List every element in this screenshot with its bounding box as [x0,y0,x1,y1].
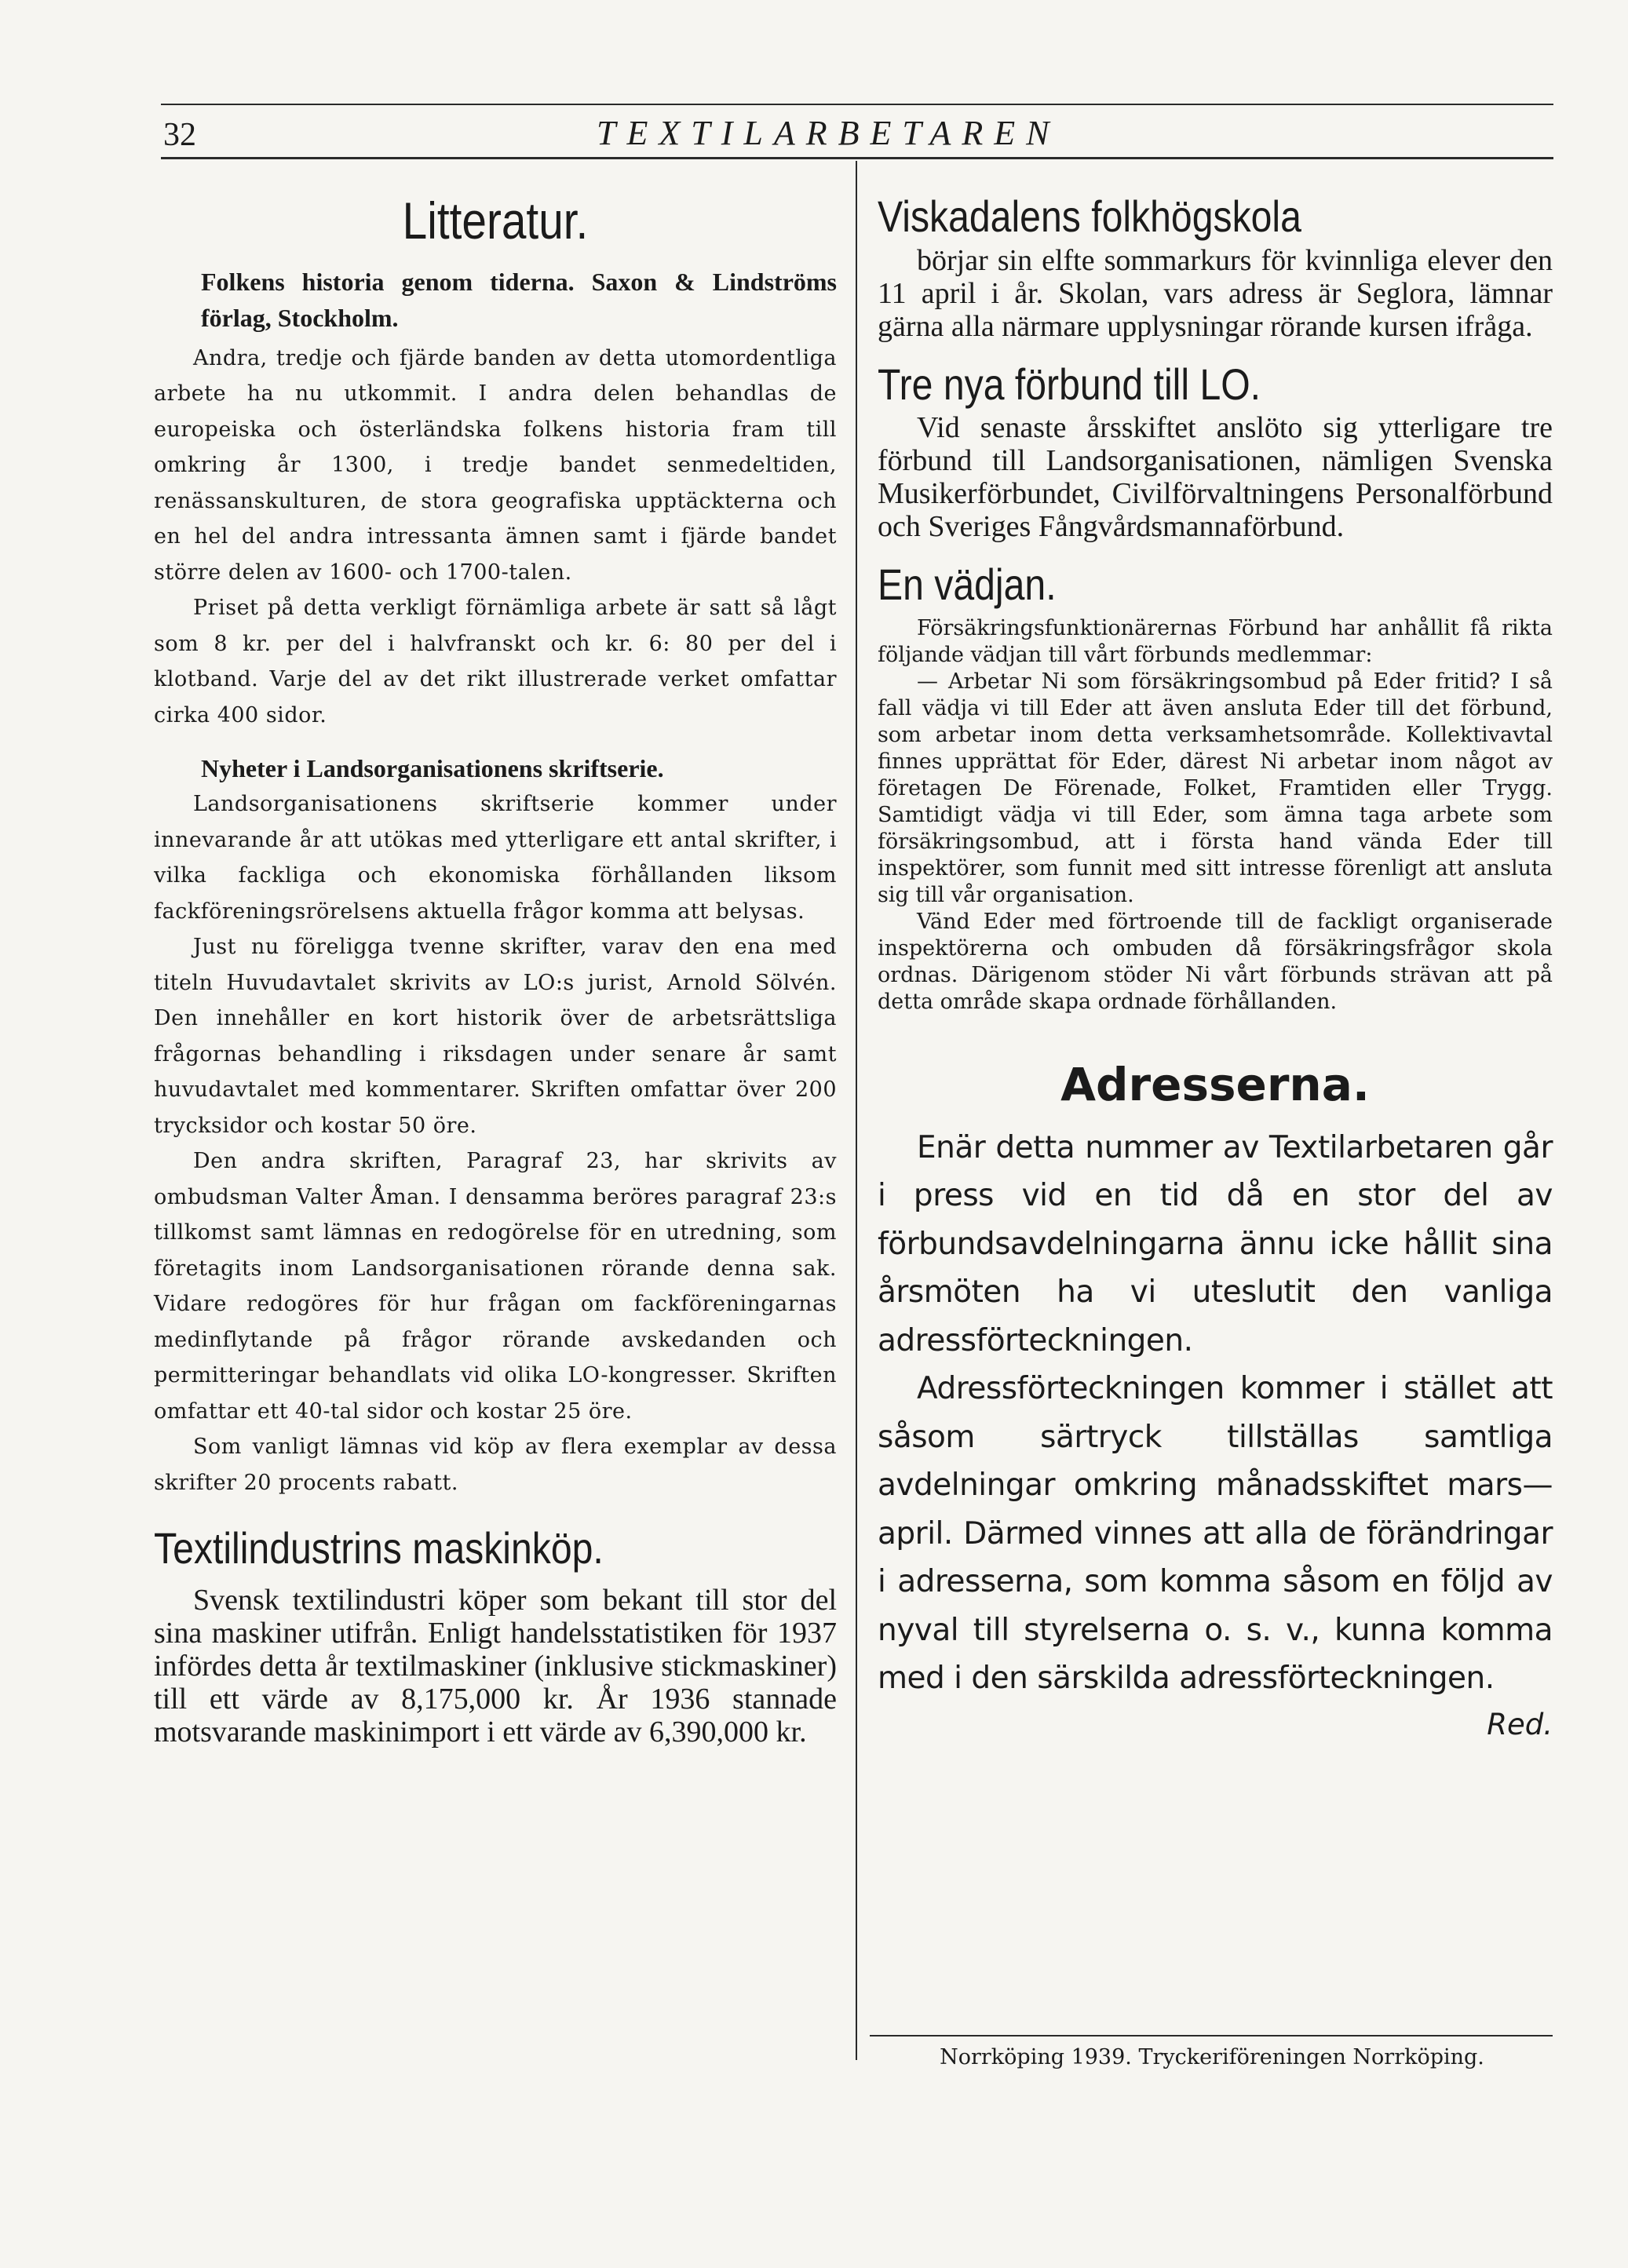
paragraph: Adressförteckningen kommer i stället att såsom särtryck tillställas samtliga avdelningar omkring månadsskiftet mars—april. Därmed vinnes att alla de förändringar i adresserna, som komma såsom en följd av nyval till styrelserna o. s. v., kunna komma med i den särskilda adressförteckningen. [878,1371,1553,1697]
paragraph: Andra, tredje och fjärde banden av detta utomordentliga arbete ha nu utkommit. I andra delen behandlas de europeiska och österländska folkens historia fram till omkring år 1300, i tredje bandet senmedeltiden, renässanskulturen, de stora geografiska upptäckterna och en hel del andra intressanta ämnen samt i fjärde bandet större delen av 1600- och 1700-talen. [154,345,837,585]
journal-title: TEXTILARBETAREN [597,114,1060,152]
viskadalen-title: Viskadalens folkhögskola [878,191,1301,241]
paragraph: Priset på detta verkligt förnämliga arbete är satt så lågt som 8 kr. per del i halvfranskt och kr. 6: 80 per del i klotband. Varje del av det rikt illustrerade verket omfattar cirka 400 sidor. [154,596,837,727]
litteratur-subheading-nyheter: Nyheter i Landsorganisationens skriftserie. [201,754,664,783]
paragraph: Som vanligt lämnas vid köp av flera exemplar av dessa skrifter 20 procents rabatt. [154,1435,837,1495]
viskadalen-body [878,244,1553,343]
paragraph: Den andra skriften, Paragraf 23, har skrivits av ombudsman Valter Åman. I densamma beröres paragraf 23:s tillkomst samt lämnas en redogörelse för en utredning, som företagits inom Landsorganisationen rörande denna sak. Vidare redogöres för hur frågan om fackföreningarnas medinflytande på frågor rörande avskedanden och permitteringar behandlats vid olika LO-kongresser. Skriften omfattar ett 40-tal sidor och kostar 25 öre. [154,1149,837,1424]
left-column [154,192,837,1748]
paragraph: Just nu föreligga tvenne skrifter, varav den ena med titeln Huvudavtalet skrivits av LO:s jurist, Arnold Sölvén. Den innehåller en kort historik över de arbetsrättsliga frågornas behandling i riksdagen under senare år samt huvudavtalet med kommentarer. Skriften omfattar över 200 trycksidor och kostar 50 öre. [154,935,837,1138]
vadjan-body [878,615,1553,1015]
adresserna-body [878,1124,1553,1703]
textil-title: Textilindustrins maskinköp. [154,1523,604,1573]
vadjan-title: En vädjan. [878,560,1057,610]
footer-rule [870,2035,1553,2036]
paragraph: Svensk textilindustri köper som bekant till stor del sina maskiner utifrån. Enligt handelsstatistiken för 1937 infördes detta år textilmaskiner (inklusive stickmaskiner) till ett värde av 8,175,000 kr. År 1936 stannade motsvarande maskinimport i ett värde av 6,390,000 kr. [154,1583,837,1748]
paragraph: börjar sin elfte sommarkurs för kvinnliga elever den 11 april i år. Skolan, vars adress är Seglora, lämnar gärna alla närmare upplysningar rörande kursen ifråga. [878,243,1553,343]
right-column [878,192,1553,1741]
signature: Red. [1487,1707,1553,1741]
paragraph: Försäkringsfunktionärernas Förbund har anhållit få rikta följande vädjan till vårt förbunds medlemmar: [878,615,1553,667]
paragraph: Enär detta nummer av Textilarbetaren går i press vid en tid då en stor del av förbundsavdelningarna ännu icke hållit sina årsmöten ha vi uteslutit den vanliga adressförteckningen. [878,1129,1553,1358]
adresserna-title: Adresserna. [1060,1057,1370,1111]
header-top-rule [161,104,1553,105]
litteratur-title: Litteratur. [402,191,589,250]
paragraph: — Arbetar Ni som försäkringsombud på Eder fritid? I så fall vädja vi till Eder att även ansluta Eder till det förbund, som arbetar inom detta verksamhetsområde. Kollektivavtal finnes upprättat för Eder, därest Ni arbetar inom något av företagen De Förenade, Folket, Framtiden eller Trygg. Samtidigt vädja vi till Eder, som ämna taga arbete som försäkringsombud, att i första hand vända Eder till inspektörer, som funnit med sitt intresse förenligt att ansluta sig till vår organisation. [878,669,1553,907]
header-bottom-rule [161,157,1553,159]
forbund-body [878,411,1553,543]
paragraph: Vid senaste årsskiftet anslöto sig ytterligare tre förbund till Landsorganisationen, nämligen Svenska Musikerförbundet, Civilförvaltningens Personalförbund och Sveriges Fångvårdsmannaförbund. [878,411,1553,544]
paragraph: Vänd Eder med förtroende till de fackligt organiserade inspektörerna och ombuden då försäkringsfrågor skola ordnas. Därigenom stöder Ni vårt förbunds strävan att på detta område skapa ordnade förhållanden. [878,909,1553,1014]
litteratur-subheading-folkens: Folkens historia genom tiderna. Saxon & Lindströms förlag, Stockholm. [201,267,837,332]
column-divider [856,161,857,2060]
textil-body [154,1584,837,1748]
forbund-title: Tre nya förbund till LO. [878,359,1261,409]
paragraph: Landsorganisationens skriftserie kommer under innevarande år att utökas med ytterligare ett antal skrifter, i vilka fackliga och ekonomiska förhållanden liksom fackföreningsrörelsens aktuella frågor komma att belysas. [154,792,837,924]
litteratur-body-1 [154,341,837,734]
page-number: 32 [163,117,196,153]
imprint-footer: Norrköping 1939. Tryckeriföreningen Norrköping. [940,2045,1484,2069]
litteratur-body-2 [154,786,837,1500]
